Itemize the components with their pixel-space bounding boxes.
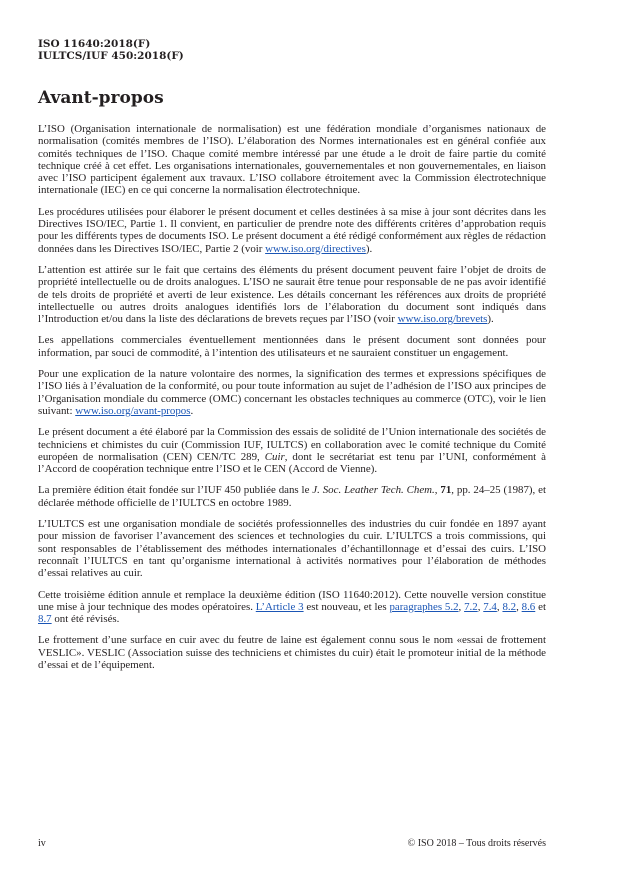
paragraph-text: Le présent document a été élaboré par la Commission des essais de solidité de l’Union internationale des sociétés de techniciens et chimistes du cuir (Commission IUF, IULTCS) en collaboration avec le comité technique du Comité européen de normalisation (CEN) CEN/TC 289, (38, 426, 546, 463)
paragraph-8-7-link[interactable]: 8.7 (38, 613, 52, 626)
paragraph-patents (38, 264, 546, 325)
paragraph-third-edition (38, 589, 546, 626)
article-3-link[interactable]: L’Article 3 (255, 600, 304, 613)
paragraph-end: ). (487, 313, 494, 326)
standard-number: ISO 11640:2018(F) (38, 38, 151, 50)
paragraph-end: ). (365, 242, 373, 255)
separator: , (516, 600, 522, 613)
separator: , (434, 484, 441, 497)
committee-title: Cuir (264, 450, 285, 463)
paragraph-text: , pp. 24–25 (1987), et déclarée méthode officielle de l’IULTCS en octobre 1989. (38, 484, 547, 509)
conjunction: et (535, 600, 546, 613)
foreword-link[interactable]: www.iso.org/avant-propos (75, 404, 191, 417)
separator: , (477, 600, 484, 613)
document-body (38, 123, 546, 680)
paragraph-text: , dont le secrétariat est tenu par l’UNI, conformément à l’Accord de coopération technique entre l’ISO et le CEN (Accord de Vienne). (38, 450, 547, 476)
paragraph-veslic: Le frottement d’une surface en cuir avec du feutre de laine est également connu sous le nom «essai de frottement VESLIC». VESLIC (Association suisse des techniciens et chimistes du cuir) était le promoteur initial de la méthode d’essai et de l’équipement. (38, 634, 546, 671)
paragraph-text: Cette troisième édition annule et remplace la deuxième édition (ISO 11640:2012). Cette nouvelle version constitue une mise à jour technique des modes opératoires. (38, 588, 546, 613)
separator: , (496, 600, 503, 613)
paragraph-7-2-link[interactable]: 7.2 (464, 600, 478, 613)
paragraph-7-4-link[interactable]: 7.4 (483, 600, 497, 613)
page-title: Avant-propos (38, 88, 164, 108)
paragraph-end: . (190, 404, 194, 417)
separator: , (458, 600, 465, 613)
paragraph-5-2-link[interactable]: paragraphes 5.2 (389, 600, 459, 613)
paragraph-text: La première édition était fondée sur l’IUF 450 publiée dans le (38, 484, 313, 497)
paragraph-text: Pour une explication de la nature volontaire des normes, la signification des termes et expressions spécifiques de l’ISO liés à l’évaluation de la conformité, ou pour toute information au sujet de l’adhésion de l’ISO aux principes de l’Organisation mondiale du commerce (OMC) concernant les obstacles techniques au commerce (OTC), voir le lien suivant: (38, 368, 546, 417)
paragraph-trade-names: Les appellations commerciales éventuellement mentionnées dans le présent document sont données pour information, par souci de commodité, à l’intention des utilisateurs et ne sauraient constituer un engagement. (38, 334, 546, 359)
paragraph-prepared-by (38, 426, 546, 475)
paragraph-procedures (38, 206, 546, 255)
paragraph-text: ont été révisés. (51, 613, 120, 626)
journal-title: J. Soc. Leather Tech. Chem. (312, 484, 435, 497)
journal-volume: 71 (440, 484, 452, 497)
paragraph-text: est nouveau, et les (303, 600, 390, 613)
paragraph-text: Les procédures utilisées pour élaborer le présent document et celles destinées à sa mise à jour sont décrites dans les Directives ISO/IEC, Partie 1. Il convient, en particulier de prendre note des différents critères d’approbation requis pour les différents types de documents ISO. Le présent document a été rédigé conformément aux règles de rédaction données dans les Directives ISO/IEC, Partie 2 (voir (38, 205, 546, 255)
copyright-notice: © ISO 2018 – Tous droits réservés (407, 838, 546, 849)
paragraph-8-2-link[interactable]: 8.2 (502, 600, 517, 613)
paragraph-voluntary-nature (38, 368, 546, 417)
paragraph-iultcs: L’IULTCS est une organisation mondiale de sociétés professionnelles des industries du cuir fondée en 1897 ayant pour mission de favoriser l’avancement des sciences et technologies du cuir. L’IULTCS a trois commissions, qui sont responsables de l’établissement des méthodes internationales d’échantillonnage et d’essai des cuirs. L’ISO reconnaît l’IULTCS en tant qu’organisme international à activités normatives pour l’élaboration de méthodes d’essai relatives au cuir. (38, 518, 546, 580)
document-header (38, 38, 184, 62)
directives-link[interactable]: www.iso.org/directives (265, 242, 366, 255)
paragraph-8-6-link[interactable]: 8.6 (521, 600, 536, 613)
standard-number-iultcs: IULTCS/IUF 450:2018(F) (38, 50, 184, 62)
paragraph-iso-intro: L’ISO (Organisation internationale de normalisation) est une fédération mondiale d’organismes nationaux de normalisation (comités membres de l’ISO). L’élaboration des Normes internationales est en général confiée aux comités techniques de l’ISO. Chaque comité membre intéressé par une étude a le droit de faire partie du comité technique créé à cet effet. Les organisations internationales, gouvernementales et non gouvernementales, en liaison avec l’ISO participent également aux travaux. L’ISO collabore étroitement avec la Commission électrotechnique internationale (IEC) en ce qui concerne la normalisation électrotechnique. (38, 123, 546, 197)
patents-link[interactable]: www.iso.org/brevets (397, 313, 488, 326)
page-number: iv (38, 838, 46, 849)
paragraph-first-edition (38, 484, 546, 509)
paragraph-text: L’attention est attirée sur le fait que certains des éléments du présent document peuvent faire l’objet de droits de propriété intellectuelle ou de droits analogues. L’ISO ne saurait être tenue pour responsable de ne pas avoir identifié de tels droits de propriété et averti de leur existence. Les détails concernant les références aux droits de propriété intellectuelle ou autres droits analogues identifiés lors de l’élaboration du document sont indiqués dans l’Introduction et/ou dans la liste des déclarations de brevets reçues par l’ISO (voir (38, 263, 546, 326)
